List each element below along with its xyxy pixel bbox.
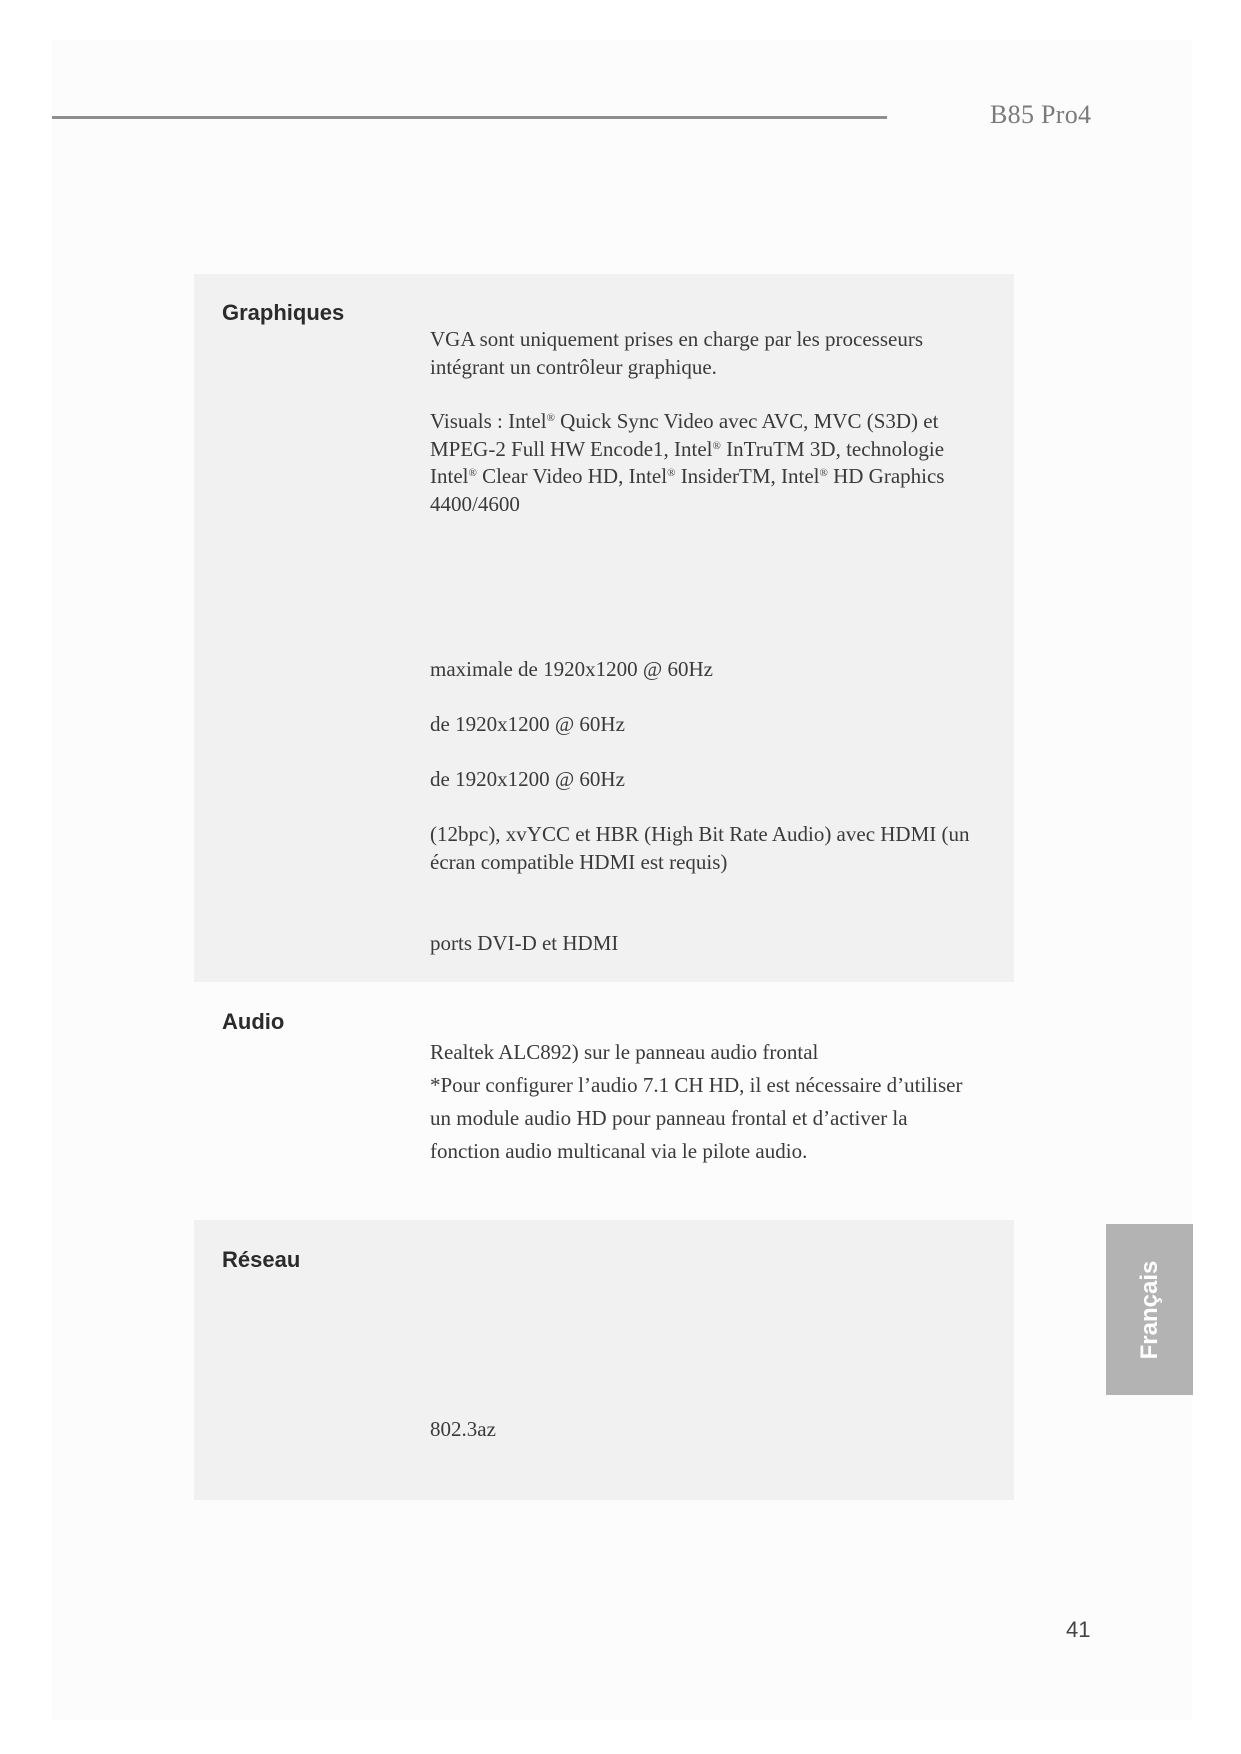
header-rule xyxy=(52,116,887,119)
graphics-dvi-resolution: de 1920x1200 @ 60Hz xyxy=(430,712,625,736)
graphics-visuals-line-4: 4400/4600 xyxy=(430,491,520,516)
graphics-ports: ports DVI-D et HDMI xyxy=(430,931,619,955)
registered-mark: ® xyxy=(819,467,828,479)
language-tab-label: Français xyxy=(1135,1260,1163,1359)
audio-text xyxy=(430,1036,1000,1168)
network-text: 802.3az xyxy=(430,1417,496,1441)
audio-line-1: Realtek ALC892) sur le panneau audio frontal xyxy=(430,1040,819,1064)
language-tab xyxy=(1106,1224,1193,1395)
graphics-label: Graphiques xyxy=(222,300,345,325)
model-name: B85 Pro4 xyxy=(990,100,1092,129)
graphics-hdmi-resolution: de 1920x1200 @ 60Hz xyxy=(430,767,625,791)
network-panel xyxy=(194,1220,1014,1500)
graphics-visuals-line-3: Intel® Clear Video HD, Intel® InsiderTM, Intel® HD Graphics xyxy=(430,464,945,488)
graphics-hdmi-audio xyxy=(430,821,1000,876)
registered-mark: ® xyxy=(712,439,721,452)
graphics-vga-resolution: maximale de 1920x1200 @ 60Hz xyxy=(430,657,713,681)
graphics-visuals-line-2: MPEG-2 Full HW Encode1, Intel® InTruTM 3D, technologie xyxy=(430,436,945,461)
graphics-vga-line-2: intégrant un contrôleur graphique. xyxy=(430,354,717,379)
audio-line-2: *Pour configurer l’audio 7.1 CH HD, il est nécessaire d’utiliser xyxy=(430,1073,963,1097)
registered-mark: ® xyxy=(468,467,477,479)
graphics-vga-note xyxy=(430,326,1000,381)
audio-line-3: un module audio HD pour panneau frontal et d’activer la xyxy=(430,1106,908,1130)
graphics-visuals-line-1: Visuals : Intel® Quick Sync Video avec AVC, MVC (S3D) et xyxy=(430,409,939,433)
audio-line-4: fonction audio multicanal via le pilote audio. xyxy=(430,1139,808,1163)
network-label: Réseau xyxy=(222,1247,301,1272)
graphics-vga-line-1: VGA sont uniquement prises en charge par les processeurs xyxy=(430,327,923,351)
page-number: 41 xyxy=(1066,1617,1091,1642)
registered-mark: ® xyxy=(546,412,555,424)
audio-label: Audio xyxy=(222,1009,285,1034)
registered-mark: ® xyxy=(667,467,676,479)
graphics-hdmi-audio-line-1: (12bpc), xvYCC et HBR (High Bit Rate Audio) avec HDMI (un xyxy=(430,822,970,846)
graphics-visuals xyxy=(430,408,1000,518)
graphics-hdmi-audio-line-2: écran compatible HDMI est requis) xyxy=(430,849,728,874)
